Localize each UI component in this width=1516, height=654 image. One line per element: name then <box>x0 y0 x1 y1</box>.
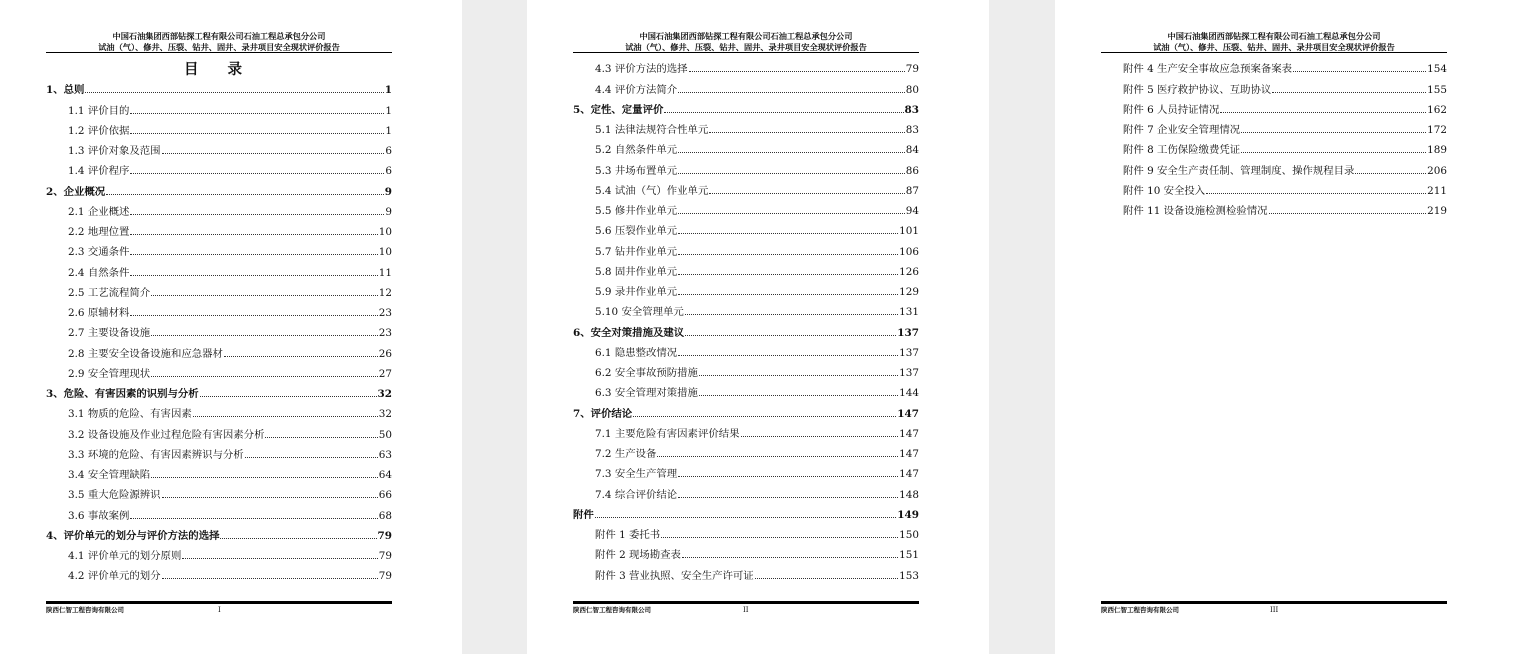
toc-dot-leader <box>689 71 905 72</box>
header-company: 中国石油集团西部钻探工程有限公司石油工程总承包分公司 <box>112 31 326 41</box>
toc-entry-page-number: 87 <box>905 184 919 197</box>
toc-entry-title: 3、危险、有害因素的识别与分析 <box>46 388 199 400</box>
toc-list <box>573 55 919 582</box>
toc-section-entry[interactable] <box>46 238 392 258</box>
toc-entry-title: 4.1 评价单元的划分原则 <box>68 550 182 562</box>
toc-section-entry[interactable] <box>1101 156 1447 176</box>
footer-company: 陕西仁智工程咨询有限公司 <box>46 606 124 614</box>
toc-dot-leader <box>699 395 898 396</box>
toc-entry-page-number: 84 <box>905 144 919 157</box>
toc-dot-leader <box>182 558 377 559</box>
toc-entry-title: 7、评价结论 <box>573 407 633 420</box>
toc-entry-page-number: 150 <box>899 529 919 541</box>
toc-section-entry[interactable] <box>573 480 919 500</box>
document-page-3 <box>1055 0 1516 654</box>
toc-dot-leader <box>664 112 903 113</box>
toc-section-entry[interactable] <box>573 561 919 581</box>
toc-entry-title: 2.3 交通条件 <box>68 246 130 259</box>
toc-entry-page-number: 12 <box>378 286 392 299</box>
toc-section-entry[interactable] <box>573 440 919 460</box>
toc-entry-page-number: 147 <box>899 448 919 460</box>
toc-dot-leader <box>1293 71 1426 72</box>
toc-entry-title: 2.6 原辅材料 <box>68 307 130 319</box>
toc-entry-page-number: 126 <box>899 265 919 278</box>
toc-section-entry[interactable] <box>573 217 919 237</box>
toc-dot-leader <box>130 315 377 316</box>
toc-entry-page-number: 148 <box>899 488 919 501</box>
footer-company: 陕西仁智工程咨询有限公司 <box>1101 606 1179 614</box>
toc-entry-title: 7.2 生产设备 <box>595 448 657 460</box>
page-number: II <box>743 606 749 614</box>
toc-entry-page-number: 206 <box>1427 164 1447 177</box>
toc-dot-leader <box>755 578 898 579</box>
toc-entry-title: 3.3 环境的危险、有害因素辨识与分析 <box>68 448 244 461</box>
toc-entry-page-number: 162 <box>1427 103 1447 116</box>
toc-dot-leader <box>151 376 378 377</box>
toc-entry-page-number: 10 <box>378 226 392 238</box>
toc-entry-page-number: 147 <box>897 407 919 420</box>
toc-entry-page-number: 147 <box>899 468 919 481</box>
toc-entry-page-number: 27 <box>378 367 392 380</box>
toc-section-entry[interactable] <box>46 258 392 278</box>
toc-section-entry[interactable] <box>46 137 392 157</box>
header-report-title: 试油（气）、修井、压裂、钻井、固井、录井项目安全现状评价报告 <box>98 41 340 52</box>
header-divider <box>573 52 919 53</box>
toc-dot-leader <box>1241 132 1426 133</box>
toc-dot-leader <box>130 234 377 235</box>
toc-dot-leader <box>685 335 896 336</box>
toc-section-entry[interactable] <box>1101 197 1447 217</box>
toc-section-entry[interactable] <box>46 117 392 137</box>
toc-dot-leader <box>678 355 898 356</box>
toc-dot-leader <box>130 214 384 215</box>
toc-section-entry[interactable] <box>1101 116 1447 136</box>
toc-dot-leader <box>678 92 905 93</box>
toc-entry-page-number: 137 <box>899 346 919 359</box>
toc-entry-title: 5.2 自然条件单元 <box>595 144 678 157</box>
toc-entry-title: 4.4 评价方法简介 <box>595 83 678 96</box>
page-header <box>1101 31 1447 52</box>
toc-section-entry[interactable] <box>573 156 919 176</box>
toc-section-entry[interactable] <box>573 521 919 541</box>
document-page-2 <box>527 0 989 654</box>
toc-dot-leader <box>709 132 904 133</box>
toc-entry-title: 附件 4 生产安全事故应急预案备案表 <box>1123 63 1293 76</box>
toc-dot-leader <box>85 92 383 93</box>
page-header <box>573 31 919 52</box>
toc-entry-page-number: 189 <box>1427 144 1447 157</box>
toc-section-entry[interactable] <box>1101 55 1447 75</box>
toc-section-entry[interactable] <box>46 218 392 238</box>
document-page-1 <box>0 0 462 654</box>
toc-entry-page-number: 6 <box>385 145 392 157</box>
header-company: 中国石油集团西部钻探工程有限公司石油工程总承包分公司 <box>639 31 853 41</box>
toc-entry-title: 3.1 物质的危险、有害因素 <box>68 408 192 421</box>
toc-section-entry[interactable] <box>46 198 392 218</box>
toc-dot-leader <box>682 557 898 558</box>
toc-list <box>46 76 392 582</box>
toc-dot-leader <box>130 173 384 174</box>
toc-entry-title: 1、总则 <box>46 84 85 97</box>
toc-section-entry[interactable] <box>46 96 392 116</box>
toc-entry-page-number: 79 <box>378 550 392 562</box>
page-header <box>46 31 392 52</box>
header-divider <box>46 52 392 53</box>
toc-list <box>1101 55 1447 217</box>
toc-section-entry[interactable] <box>573 75 919 95</box>
toc-entry-page-number: 66 <box>378 489 392 502</box>
toc-entry-page-number: 63 <box>378 448 392 461</box>
toc-dot-leader <box>657 456 898 457</box>
toc-section-entry[interactable] <box>46 542 392 562</box>
toc-chapter-entry[interactable] <box>573 318 919 338</box>
header-divider <box>1101 52 1447 53</box>
toc-dot-leader <box>130 133 384 134</box>
toc-dot-leader <box>1269 213 1427 214</box>
toc-section-entry[interactable] <box>1101 177 1447 197</box>
toc-entry-title: 2.9 安全管理现状 <box>68 367 151 380</box>
toc-entry-page-number: 86 <box>905 164 919 177</box>
toc-chapter-entry[interactable] <box>46 380 392 400</box>
toc-chapter-entry[interactable] <box>573 501 919 521</box>
toc-entry-page-number: 129 <box>899 286 919 298</box>
toc-entry-page-number: 80 <box>905 83 919 96</box>
toc-section-entry[interactable] <box>573 278 919 298</box>
toc-entry-title: 附件 3 营业执照、安全生产许可证 <box>595 569 754 582</box>
toc-section-entry[interactable] <box>46 400 392 420</box>
toc-entry-page-number: 79 <box>378 570 392 583</box>
toc-entry-title: 7.4 综合评价结论 <box>595 488 678 501</box>
toc-dot-leader <box>220 538 376 539</box>
toc-chapter-entry[interactable] <box>46 76 392 96</box>
toc-entry-page-number: 101 <box>899 225 919 238</box>
footer-divider <box>573 601 919 604</box>
toc-dot-leader <box>741 436 899 437</box>
toc-dot-leader <box>595 517 897 518</box>
toc-entry-title: 3.2 设备设施及作业过程危险有害因素分析 <box>68 428 265 441</box>
toc-entry-title: 附件 5 医疗救护协议、互助协议 <box>1123 83 1272 96</box>
toc-entry-page-number: 147 <box>899 427 919 440</box>
toc-entry-page-number: 9 <box>385 205 392 218</box>
toc-entry-title: 2.5 工艺流程简介 <box>68 286 151 299</box>
toc-dot-leader <box>633 416 896 417</box>
toc-entry-title: 7.3 安全生产管理 <box>595 468 678 481</box>
toc-entry-title: 4.2 评价单元的划分 <box>68 570 161 583</box>
toc-section-entry[interactable] <box>573 339 919 359</box>
toc-entry-page-number: 23 <box>378 327 392 340</box>
toc-entry-page-number: 149 <box>897 508 919 521</box>
toc-dot-leader <box>162 578 378 579</box>
toc-dot-leader <box>245 457 378 458</box>
toc-entry-title: 5.1 法律法规符合性单元 <box>595 124 709 136</box>
toc-dot-leader <box>678 173 905 174</box>
toc-section-entry[interactable] <box>573 177 919 197</box>
toc-chapter-entry[interactable] <box>573 96 919 116</box>
toc-dot-leader <box>130 254 377 255</box>
toc-entry-title: 2.7 主要设备设施 <box>68 327 151 340</box>
toc-section-entry[interactable] <box>573 298 919 318</box>
toc-section-entry[interactable] <box>573 136 919 156</box>
toc-section-entry[interactable] <box>573 197 919 217</box>
toc-entry-title: 附件 11 设备设施检测检验情况 <box>1123 205 1268 217</box>
toc-dot-leader <box>709 193 904 194</box>
toc-section-entry[interactable] <box>573 460 919 480</box>
toc-entry-title: 附件 8 工伤保险缴费凭证 <box>1123 144 1241 157</box>
toc-section-entry[interactable] <box>46 339 392 359</box>
toc-entry-title: 6.3 安全管理对策措施 <box>595 387 698 400</box>
toc-entry-title: 附件 9 安全生产责任制、管理制度、操作规程目录 <box>1123 164 1355 177</box>
toc-entry-title: 2.2 地理位置 <box>68 226 130 238</box>
toc-section-entry[interactable] <box>46 461 392 481</box>
toc-entry-title: 5.9 录井作业单元 <box>595 286 678 298</box>
toc-section-entry[interactable] <box>46 420 392 440</box>
toc-entry-title: 1.4 评价程序 <box>68 165 130 178</box>
toc-entry-page-number: 26 <box>378 347 392 360</box>
toc-dot-leader <box>1355 173 1426 174</box>
footer-divider <box>46 601 392 604</box>
toc-section-entry[interactable] <box>46 360 392 380</box>
toc-section-entry[interactable] <box>46 279 392 299</box>
toc-entry-title: 4、评价单元的划分与评价方法的选择 <box>46 529 220 542</box>
toc-entry-page-number: 211 <box>1427 184 1447 197</box>
toc-section-entry[interactable] <box>46 441 392 461</box>
toc-entry-title: 附件 2 现场勘查表 <box>595 549 681 562</box>
toc-entry-title: 5.8 固井作业单元 <box>595 265 678 278</box>
toc-title: 目 录 <box>183 61 255 78</box>
toc-dot-leader <box>130 518 377 519</box>
toc-dot-leader <box>130 275 377 276</box>
toc-entry-page-number: 1 <box>385 104 392 117</box>
toc-dot-leader <box>193 416 378 417</box>
toc-section-entry[interactable] <box>573 55 919 75</box>
footer-divider <box>1101 601 1447 604</box>
toc-entry-title: 附件 6 人员持证情况 <box>1123 103 1220 116</box>
toc-entry-title: 3.6 事故案例 <box>68 509 130 522</box>
page-number: I <box>218 606 221 614</box>
toc-entry-page-number: 68 <box>378 509 392 522</box>
toc-entry-page-number: 137 <box>897 326 919 339</box>
toc-entry-page-number: 1 <box>385 124 392 137</box>
toc-entry-title: 2.4 自然条件 <box>68 266 130 279</box>
toc-entry-title: 2.1 企业概述 <box>68 205 130 218</box>
toc-entry-title: 5.3 井场布置单元 <box>595 164 678 177</box>
toc-section-entry[interactable] <box>1101 75 1447 95</box>
header-report-title: 试油（气）、修井、压裂、钻井、固井、录井项目安全现状评价报告 <box>1153 41 1395 52</box>
toc-entry-title: 6.2 安全事故预防措施 <box>595 367 698 379</box>
toc-dot-leader <box>151 477 378 478</box>
toc-entry-title: 5.5 修井作业单元 <box>595 205 678 217</box>
toc-dot-leader <box>106 194 384 195</box>
toc-entry-title: 5.10 安全管理单元 <box>595 306 684 319</box>
toc-dot-leader <box>678 294 898 295</box>
toc-dot-leader <box>678 233 898 234</box>
toc-entry-title: 附件 <box>573 508 594 521</box>
toc-entry-page-number: 10 <box>378 246 392 259</box>
toc-entry-page-number: 172 <box>1427 124 1447 136</box>
page-number: III <box>1270 606 1279 614</box>
toc-section-entry[interactable] <box>573 420 919 440</box>
toc-chapter-entry[interactable] <box>46 177 392 197</box>
toc-entry-page-number: 11 <box>378 266 392 279</box>
toc-dot-leader <box>678 152 905 153</box>
toc-dot-leader <box>200 396 377 397</box>
toc-section-entry[interactable] <box>46 501 392 521</box>
toc-dot-leader <box>678 497 898 498</box>
toc-entry-page-number: 79 <box>905 63 919 76</box>
toc-dot-leader <box>661 537 898 538</box>
toc-dot-leader <box>678 476 898 477</box>
toc-entry-page-number: 32 <box>378 408 392 421</box>
toc-section-entry[interactable] <box>46 299 392 319</box>
toc-entry-page-number: 23 <box>378 307 392 319</box>
toc-entry-page-number: 155 <box>1427 83 1447 96</box>
toc-entry-title: 附件 7 企业安全管理情况 <box>1123 124 1241 136</box>
toc-section-entry[interactable] <box>1101 136 1447 156</box>
toc-entry-page-number: 50 <box>378 428 392 441</box>
toc-entry-title: 1.3 评价对象及范围 <box>68 145 161 157</box>
toc-section-entry[interactable] <box>573 359 919 379</box>
toc-chapter-entry[interactable] <box>573 399 919 419</box>
toc-dot-leader <box>699 375 898 376</box>
toc-dot-leader <box>151 335 378 336</box>
toc-section-entry[interactable] <box>46 481 392 501</box>
toc-section-entry[interactable] <box>46 562 392 582</box>
toc-entry-page-number: 83 <box>904 103 919 116</box>
toc-entry-title: 附件 10 安全投入 <box>1123 184 1206 197</box>
toc-section-entry[interactable] <box>573 116 919 136</box>
toc-section-entry[interactable] <box>573 258 919 278</box>
toc-entry-title: 5.6 压裂作业单元 <box>595 225 678 238</box>
toc-chapter-entry[interactable] <box>46 522 392 542</box>
toc-entry-page-number: 1 <box>384 84 392 97</box>
toc-entry-title: 6、安全对策措施及建议 <box>573 326 685 339</box>
toc-entry-page-number: 151 <box>899 549 919 562</box>
toc-entry-page-number: 154 <box>1427 63 1447 76</box>
toc-dot-leader <box>678 254 898 255</box>
toc-entry-title: 附件 1 委托书 <box>595 529 661 541</box>
toc-dot-leader <box>678 274 898 275</box>
toc-entry-page-number: 144 <box>899 387 919 400</box>
toc-entry-title: 5.4 试油（气）作业单元 <box>595 184 709 197</box>
toc-entry-title: 6.1 隐患整改情况 <box>595 346 678 359</box>
toc-dot-leader <box>1241 152 1426 153</box>
toc-dot-leader <box>1220 112 1426 113</box>
toc-entry-page-number: 79 <box>377 529 392 542</box>
toc-entry-page-number: 219 <box>1427 205 1447 217</box>
toc-entry-title: 4.3 评价方法的选择 <box>595 63 688 76</box>
toc-entry-title: 5、定性、定量评价 <box>573 103 664 116</box>
toc-dot-leader <box>162 497 378 498</box>
toc-section-entry[interactable] <box>1101 96 1447 116</box>
toc-section-entry[interactable] <box>46 319 392 339</box>
toc-dot-leader <box>678 213 905 214</box>
header-report-title: 试油（气）、修井、压裂、钻井、固井、录井项目安全现状评价报告 <box>625 41 867 52</box>
toc-dot-leader <box>224 356 378 357</box>
toc-section-entry[interactable] <box>46 157 392 177</box>
toc-entry-title: 2.8 主要安全设备设施和应急器材 <box>68 347 223 360</box>
toc-entry-page-number: 131 <box>899 306 919 319</box>
toc-entry-page-number: 106 <box>899 245 919 258</box>
toc-entry-page-number: 83 <box>905 124 919 136</box>
toc-section-entry[interactable] <box>573 379 919 399</box>
toc-dot-leader <box>151 295 378 296</box>
toc-entry-page-number: 64 <box>378 469 392 481</box>
toc-dot-leader <box>130 113 384 114</box>
toc-entry-title: 1.1 评价目的 <box>68 104 130 117</box>
toc-dot-leader <box>1272 92 1426 93</box>
toc-entry-page-number: 9 <box>384 185 392 198</box>
toc-entry-title: 7.1 主要危险有害因素评价结果 <box>595 427 740 440</box>
toc-entry-title: 1.2 评价依据 <box>68 124 130 137</box>
toc-entry-page-number: 6 <box>385 165 392 178</box>
toc-entry-page-number: 94 <box>905 205 919 217</box>
footer-company: 陕西仁智工程咨询有限公司 <box>573 606 651 614</box>
toc-entry-title: 2、企业概况 <box>46 185 106 198</box>
toc-entry-page-number: 153 <box>899 569 919 582</box>
toc-entry-title: 5.7 钻井作业单元 <box>595 245 678 258</box>
toc-entry-page-number: 32 <box>377 388 392 400</box>
toc-entry-title: 3.5 重大危险源辨识 <box>68 489 161 502</box>
toc-dot-leader <box>685 314 898 315</box>
toc-entry-page-number: 137 <box>899 367 919 379</box>
toc-entry-title: 3.4 安全管理缺陷 <box>68 469 151 481</box>
toc-dot-leader <box>162 153 385 154</box>
toc-section-entry[interactable] <box>573 541 919 561</box>
header-company: 中国石油集团西部钻探工程有限公司石油工程总承包分公司 <box>1167 31 1381 41</box>
toc-dot-leader <box>1206 193 1426 194</box>
toc-dot-leader <box>265 437 377 438</box>
toc-section-entry[interactable] <box>573 237 919 257</box>
